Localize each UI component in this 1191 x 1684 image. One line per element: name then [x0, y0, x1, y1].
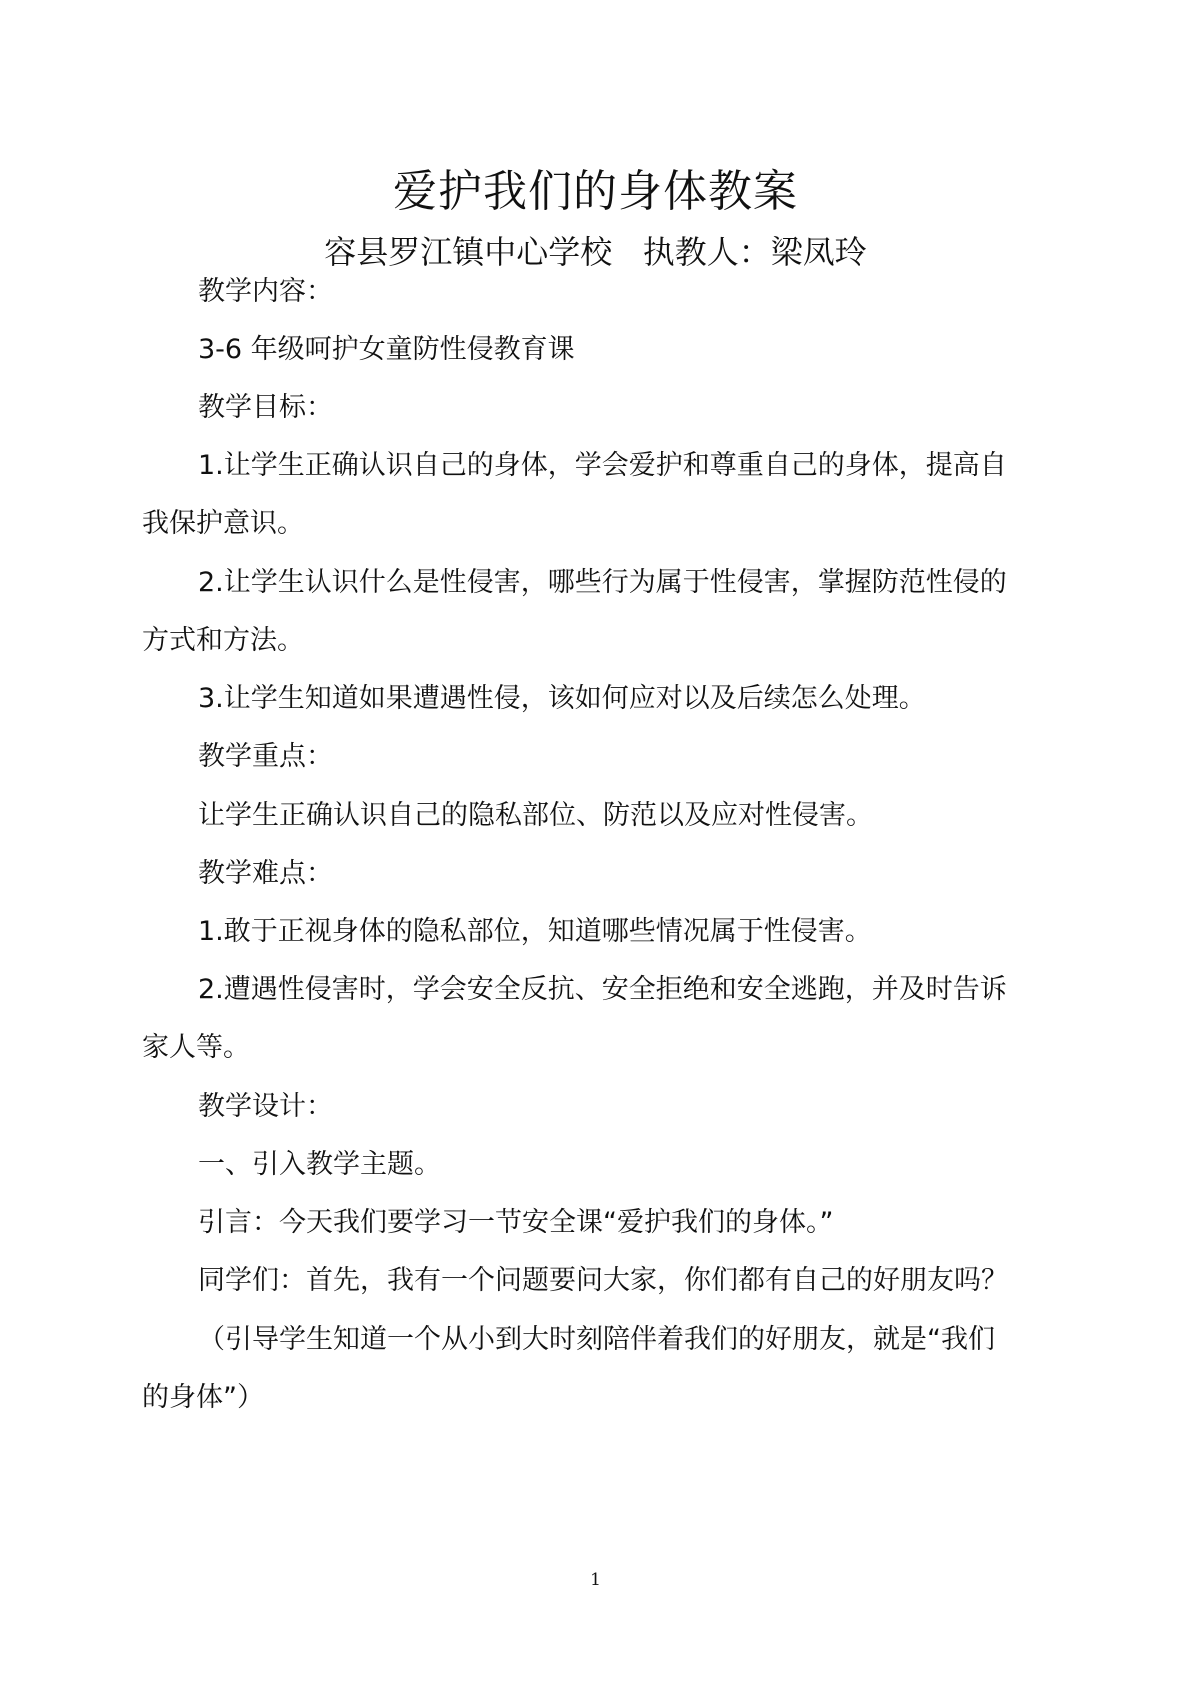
paragraph-line: 让学生正确认识自己的隐私部位、防范以及应对性侵害。	[198, 800, 873, 831]
paragraph-line: 的身体”）	[142, 1382, 264, 1413]
paragraph-line: 1.让学生正确认识自己的身体，学会爱护和尊重自己的身体，提高自	[198, 450, 1007, 481]
heading-teaching-goals: 教学目标：	[198, 392, 333, 423]
paragraph-line: （引导学生知道一个从小到大时刻陪伴着我们的好朋友，就是“我们	[198, 1324, 995, 1355]
heading-difficulties: 教学难点：	[198, 858, 333, 889]
paragraph-line: 同学们：首先，我有一个问题要问大家，你们都有自己的好朋友吗？	[198, 1265, 1008, 1296]
paragraph-line: 1.敢于正视身体的隐私部位，知道哪些情况属于性侵害。	[198, 916, 872, 947]
paragraph-line: 引言：今天我们要学习一节安全课“爱护我们的身体。”	[198, 1207, 834, 1238]
paragraph-line: 2.让学生认识什么是性侵害，哪些行为属于性侵害，掌握防范性侵的	[198, 567, 1007, 598]
heading-key-points: 教学重点：	[198, 741, 333, 772]
page-number: 1	[590, 1570, 601, 1590]
paragraph-line: 方式和方法。	[142, 625, 304, 656]
paragraph-line: 2.遭遇性侵害时，学会安全反抗、安全拒绝和安全逃跑，并及时告诉	[198, 974, 1007, 1005]
document-subtitle: 容县罗江镇中心学校 执教人：梁凤玲	[324, 233, 867, 271]
document-title: 爱护我们的身体教案	[393, 166, 798, 217]
heading-teaching-content: 教学内容：	[198, 276, 333, 307]
heading-teaching-design: 教学设计：	[198, 1091, 333, 1122]
section-heading: 一、引入教学主题。	[198, 1149, 441, 1180]
paragraph-line: 我保护意识。	[142, 508, 304, 539]
paragraph-line: 3-6 年级呵护女童防性侵教育课	[198, 334, 575, 365]
paragraph-line: 3.让学生知道如果遭遇性侵，该如何应对以及后续怎么处理。	[198, 683, 926, 714]
paragraph-line: 家人等。	[142, 1032, 250, 1063]
